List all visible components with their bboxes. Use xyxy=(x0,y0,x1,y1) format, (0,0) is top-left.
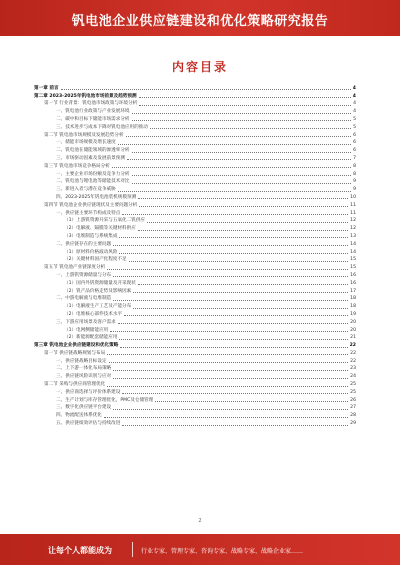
toc-entry-text: （2）电解液、隔膜等关键材料供应 xyxy=(64,226,136,232)
toc-entry-page: 11 xyxy=(350,210,356,216)
toc-entry-page: 28 xyxy=(350,413,356,419)
toc-entry-text: （1）电网侧储能应用 xyxy=(64,327,109,333)
toc-entry[interactable] xyxy=(34,185,356,193)
toc-entry-text: 一、供应链战略目标设定 xyxy=(56,358,107,364)
toc-entry-text: 一、储能市场规模及增长速度 xyxy=(56,140,116,146)
toc-entry-page: 6 xyxy=(353,132,356,138)
toc-entry-text: 二、碳中和目标下储能市场需求分析 xyxy=(56,116,130,122)
toc-entry[interactable] xyxy=(34,162,356,170)
toc-leader-dots xyxy=(118,323,348,324)
toc-entry-page: 4 xyxy=(353,101,356,107)
toc-entry[interactable] xyxy=(34,295,356,303)
toc-entry-page: 14 xyxy=(350,249,356,255)
toc-leader-dots xyxy=(113,300,348,301)
toc-leader-dots xyxy=(110,331,348,332)
toc-entry[interactable] xyxy=(34,341,356,349)
toc-entry-text: 三、技术进步与成本下降对钒电池应用的推动 xyxy=(56,124,148,130)
toc-leader-dots xyxy=(133,292,348,293)
toc-entry-text: 一、上游钒资源储量与分布 xyxy=(56,272,112,278)
toc-entry[interactable] xyxy=(34,193,356,201)
toc-entry-text: 三、下游应用场景及客户需求 xyxy=(56,319,116,325)
toc-entry[interactable] xyxy=(34,256,356,264)
toc-entry-page: 15 xyxy=(350,265,356,271)
toc-entry-page: 10 xyxy=(350,194,356,200)
toc-leader-dots xyxy=(132,120,352,121)
toc-entry-text: 第二节 采购与供应商管理优化 xyxy=(44,382,106,388)
report-title: 钒电池企业供应链建设和优化策略研究报告 xyxy=(71,14,329,29)
toc-entry-page: 9 xyxy=(353,187,356,193)
toc-entry-text: 四、2023-2025年钒电池装机规模预测 xyxy=(56,194,137,200)
toc-entry[interactable] xyxy=(34,310,356,318)
toc-entry-text: 一、供应链主要环节构成及特点 xyxy=(56,210,121,216)
toc-entry-text: 二、中游电解液与电堆制造 xyxy=(56,296,112,302)
toc-entry-page: 17 xyxy=(350,288,356,294)
toc-entry[interactable] xyxy=(34,302,356,310)
toc-entry-page: 26 xyxy=(350,397,356,403)
toc-entry[interactable] xyxy=(34,334,356,342)
toc-entry[interactable] xyxy=(34,170,356,178)
toc-entry-page: 22 xyxy=(349,343,356,349)
table-of-contents xyxy=(34,84,356,514)
toc-leader-dots xyxy=(132,175,352,176)
toc-entry-page: 12 xyxy=(350,218,356,224)
toc-entry-page: 6 xyxy=(353,140,356,146)
toc-entry-page: 8 xyxy=(353,171,356,177)
toc-leader-dots xyxy=(139,206,348,207)
toc-leader-dots xyxy=(126,136,352,137)
toc-entry[interactable] xyxy=(34,279,356,287)
toc-leader-dots xyxy=(150,128,351,129)
toc-entry[interactable] xyxy=(34,372,356,380)
toc-leader-dots xyxy=(132,152,352,153)
toc-entry[interactable] xyxy=(34,107,356,115)
toc-leader-dots xyxy=(113,409,348,410)
toc-entry[interactable] xyxy=(34,232,356,240)
toc-entry-text: （2）钒产品价格走势及影响因素 xyxy=(64,288,132,294)
toc-leader-dots xyxy=(133,308,348,309)
toc-entry[interactable] xyxy=(34,100,356,108)
toc-leader-dots xyxy=(107,354,348,355)
toc-leader-dots xyxy=(139,97,351,98)
toc-entry-page: 4 xyxy=(352,85,356,91)
toc-entry-page: 9 xyxy=(353,179,356,185)
toc-leader-dots xyxy=(112,167,351,168)
toc-entry-text: 一、钒电池行业政策与产业发展环境 xyxy=(56,109,130,115)
toc-entry-page: 6 xyxy=(353,148,356,154)
toc-entry-page: 25 xyxy=(350,382,356,388)
toc-entry[interactable] xyxy=(34,123,356,131)
toc-leader-dots xyxy=(139,105,351,106)
toc-entry[interactable] xyxy=(34,154,356,162)
toc-leader-dots xyxy=(132,183,352,184)
toc-entry-text: 第一节 行业背景：钒电池市场政策与环境分析 xyxy=(44,101,138,107)
toc-entry-page: 16 xyxy=(350,280,356,286)
header-banner xyxy=(0,0,400,36)
footer-tagline: 行业专家、管理专家、咨询专家、战略专家、战略企业家…… xyxy=(141,548,304,555)
toc-entry-page: 5 xyxy=(353,124,356,130)
toc-leader-dots xyxy=(107,269,348,270)
toc-entry-text: 第五节 钒电池产业链深度分析 xyxy=(44,265,106,271)
toc-entry[interactable] xyxy=(34,139,356,147)
toc-entry[interactable] xyxy=(34,357,356,365)
toc-leader-dots xyxy=(119,237,348,238)
toc-entry-page: 15 xyxy=(350,257,356,263)
toc-entry-text: 第四节 钒电池企业供应链现状及主要问题分析 xyxy=(44,202,138,208)
toc-entry[interactable] xyxy=(34,92,356,100)
toc-leader-dots xyxy=(138,230,348,231)
footer-banner xyxy=(0,534,400,565)
toc-entry-text: （1）原材料价格波动风险 xyxy=(64,249,118,255)
toc-entry-page: 22 xyxy=(350,358,356,364)
toc-entry[interactable] xyxy=(34,240,356,248)
toc-heading: 内容目录 xyxy=(171,60,228,74)
toc-entry-text: （2）新能源配套储能应用 xyxy=(64,335,118,341)
toc-entry[interactable] xyxy=(34,178,356,186)
toc-entry-text: 第二节 钒电池市场规模及发展趋势分析 xyxy=(44,132,124,138)
toc-entry-page: 24 xyxy=(350,374,356,380)
toc-entry-page: 19 xyxy=(350,311,356,317)
toc-entry[interactable] xyxy=(34,380,356,388)
toc-entry-text: （1）电解液生产工艺及产能分布 xyxy=(64,304,132,310)
toc-leader-dots xyxy=(119,339,348,340)
toc-leader-dots xyxy=(120,347,347,348)
toc-leader-dots xyxy=(104,417,348,418)
toc-leader-dots xyxy=(118,191,351,192)
toc-leader-dots xyxy=(127,159,351,160)
toc-entry-text: 第一节 供应链战略规划与布局 xyxy=(44,350,106,356)
footer-slogan: 让每个人都能成为 xyxy=(48,546,112,555)
toc-leader-dots xyxy=(113,245,348,246)
toc-leader-dots xyxy=(113,378,348,379)
toc-entry[interactable] xyxy=(34,396,356,404)
toc-entry-page: 14 xyxy=(350,241,356,247)
toc-entry-text: 三、市场驱动因素及发展前景预测 xyxy=(56,155,125,161)
toc-entry[interactable] xyxy=(34,365,356,373)
footer-divider xyxy=(132,542,133,557)
toc-entry[interactable] xyxy=(34,287,356,295)
page-number: 2 xyxy=(198,518,202,524)
toc-entry-page: 18 xyxy=(350,304,356,310)
toc-entry[interactable] xyxy=(34,404,356,412)
toc-entry-page: 29 xyxy=(350,421,356,427)
toc-entry[interactable] xyxy=(34,115,356,123)
toc-entry[interactable] xyxy=(34,217,356,225)
toc-entry-page: 27 xyxy=(350,405,356,411)
toc-entry-text: （2）关键材料国产化程度不足 xyxy=(64,257,127,263)
toc-leader-dots xyxy=(155,401,348,402)
toc-leader-dots xyxy=(124,315,348,316)
toc-leader-dots xyxy=(147,222,348,223)
toc-entry-page: 16 xyxy=(350,272,356,278)
toc-entry-page: 20 xyxy=(350,319,356,325)
toc-entry-text: （1）国内外钒资源储量及开采现状 xyxy=(64,280,136,286)
toc-leader-dots xyxy=(122,214,348,215)
toc-entry-text: 第一章 前言 xyxy=(34,85,59,91)
toc-entry-page: 21 xyxy=(350,335,356,341)
toc-leader-dots xyxy=(129,261,348,262)
toc-entry-page: 25 xyxy=(350,389,356,395)
toc-entry-text: 三、供应链风险识别与应对 xyxy=(56,374,112,380)
toc-entry[interactable] xyxy=(34,318,356,326)
toc-entry-text: 五、供应链绩效评估与持续改进 xyxy=(56,421,121,427)
toc-entry[interactable] xyxy=(34,388,356,396)
toc-entry-text: （1）上游钒资源开采与五氧化二钒供应 xyxy=(64,218,146,224)
toc-entry[interactable] xyxy=(34,224,356,232)
toc-entry-text: （2）电堆核心部件技术水平 xyxy=(64,311,123,317)
toc-entry[interactable] xyxy=(34,326,356,334)
toc-entry-text: 二、钒电池在储能领域的渗透率分析 xyxy=(56,148,130,154)
toc-entry[interactable] xyxy=(34,209,356,217)
toc-entry-text: 二、钒电池与锂电池等储能技术对比 xyxy=(56,179,130,185)
toc-leader-dots xyxy=(61,89,351,90)
toc-leader-dots xyxy=(122,425,348,426)
toc-entry-text: （3）电堆制造与系统集成 xyxy=(64,233,118,239)
toc-entry-page: 22 xyxy=(350,350,356,356)
toc-leader-dots xyxy=(138,284,348,285)
toc-entry-text: 二、上下游一体化布局策略 xyxy=(56,366,112,372)
toc-entry-text: 第三节 钒电池市场竞争格局分析 xyxy=(44,163,110,169)
toc-entry-page: 13 xyxy=(350,233,356,239)
toc-leader-dots xyxy=(113,370,348,371)
toc-entry[interactable] xyxy=(34,146,356,154)
toc-entry-page: 12 xyxy=(350,226,356,232)
toc-leader-dots xyxy=(118,144,351,145)
toc-leader-dots xyxy=(119,253,348,254)
toc-entry-text: 一、供应商选择与评价体系建设 xyxy=(56,389,121,395)
toc-leader-dots xyxy=(109,362,349,363)
toc-entry-text: 四、物流配送体系优化 xyxy=(56,413,102,419)
toc-entry-page: 4 xyxy=(352,93,356,99)
toc-entry-text: 一、主要企业市场份额及竞争力分析 xyxy=(56,171,130,177)
toc-entry[interactable] xyxy=(34,349,356,357)
toc-leader-dots xyxy=(113,276,348,277)
toc-entry[interactable] xyxy=(34,419,356,427)
toc-entry-page: 4 xyxy=(353,109,356,115)
toc-entry[interactable] xyxy=(34,131,356,139)
toc-entry-page: 18 xyxy=(350,296,356,302)
toc-entry-page: 11 xyxy=(350,202,356,208)
toc-entry-text: 三、新进入者与潜在竞争威胁 xyxy=(56,187,116,193)
toc-entry-text: 第三章 钒电池企业供应链建设和优化策略 xyxy=(34,343,119,349)
toc-entry-page: 8 xyxy=(353,163,356,169)
toc-entry-page: 23 xyxy=(350,366,356,372)
toc-entry[interactable] xyxy=(34,411,356,419)
toc-entry-text: 第二章 2023-2025年钒电池市场前景及趋势预测 xyxy=(34,93,137,99)
toc-leader-dots xyxy=(122,393,348,394)
toc-entry-text: 二、供应链存在的主要问题 xyxy=(56,241,112,247)
toc-entry-page: 7 xyxy=(353,155,356,161)
toc-leader-dots xyxy=(138,198,348,199)
toc-entry[interactable] xyxy=(34,201,356,209)
toc-leader-dots xyxy=(107,386,348,387)
toc-entry-page: 20 xyxy=(350,327,356,333)
toc-leader-dots xyxy=(132,113,352,114)
toc-entry-text: 三、数字化供应链平台建设 xyxy=(56,405,112,411)
toc-entry[interactable] xyxy=(34,84,356,92)
toc-entry-text: 二、生产计划与库存管理优化，PMC及仓储管理 xyxy=(56,397,154,403)
toc-entry-page: 5 xyxy=(353,116,356,122)
toc-entry[interactable] xyxy=(34,263,356,271)
toc-entry[interactable] xyxy=(34,271,356,279)
toc-entry[interactable] xyxy=(34,248,356,256)
